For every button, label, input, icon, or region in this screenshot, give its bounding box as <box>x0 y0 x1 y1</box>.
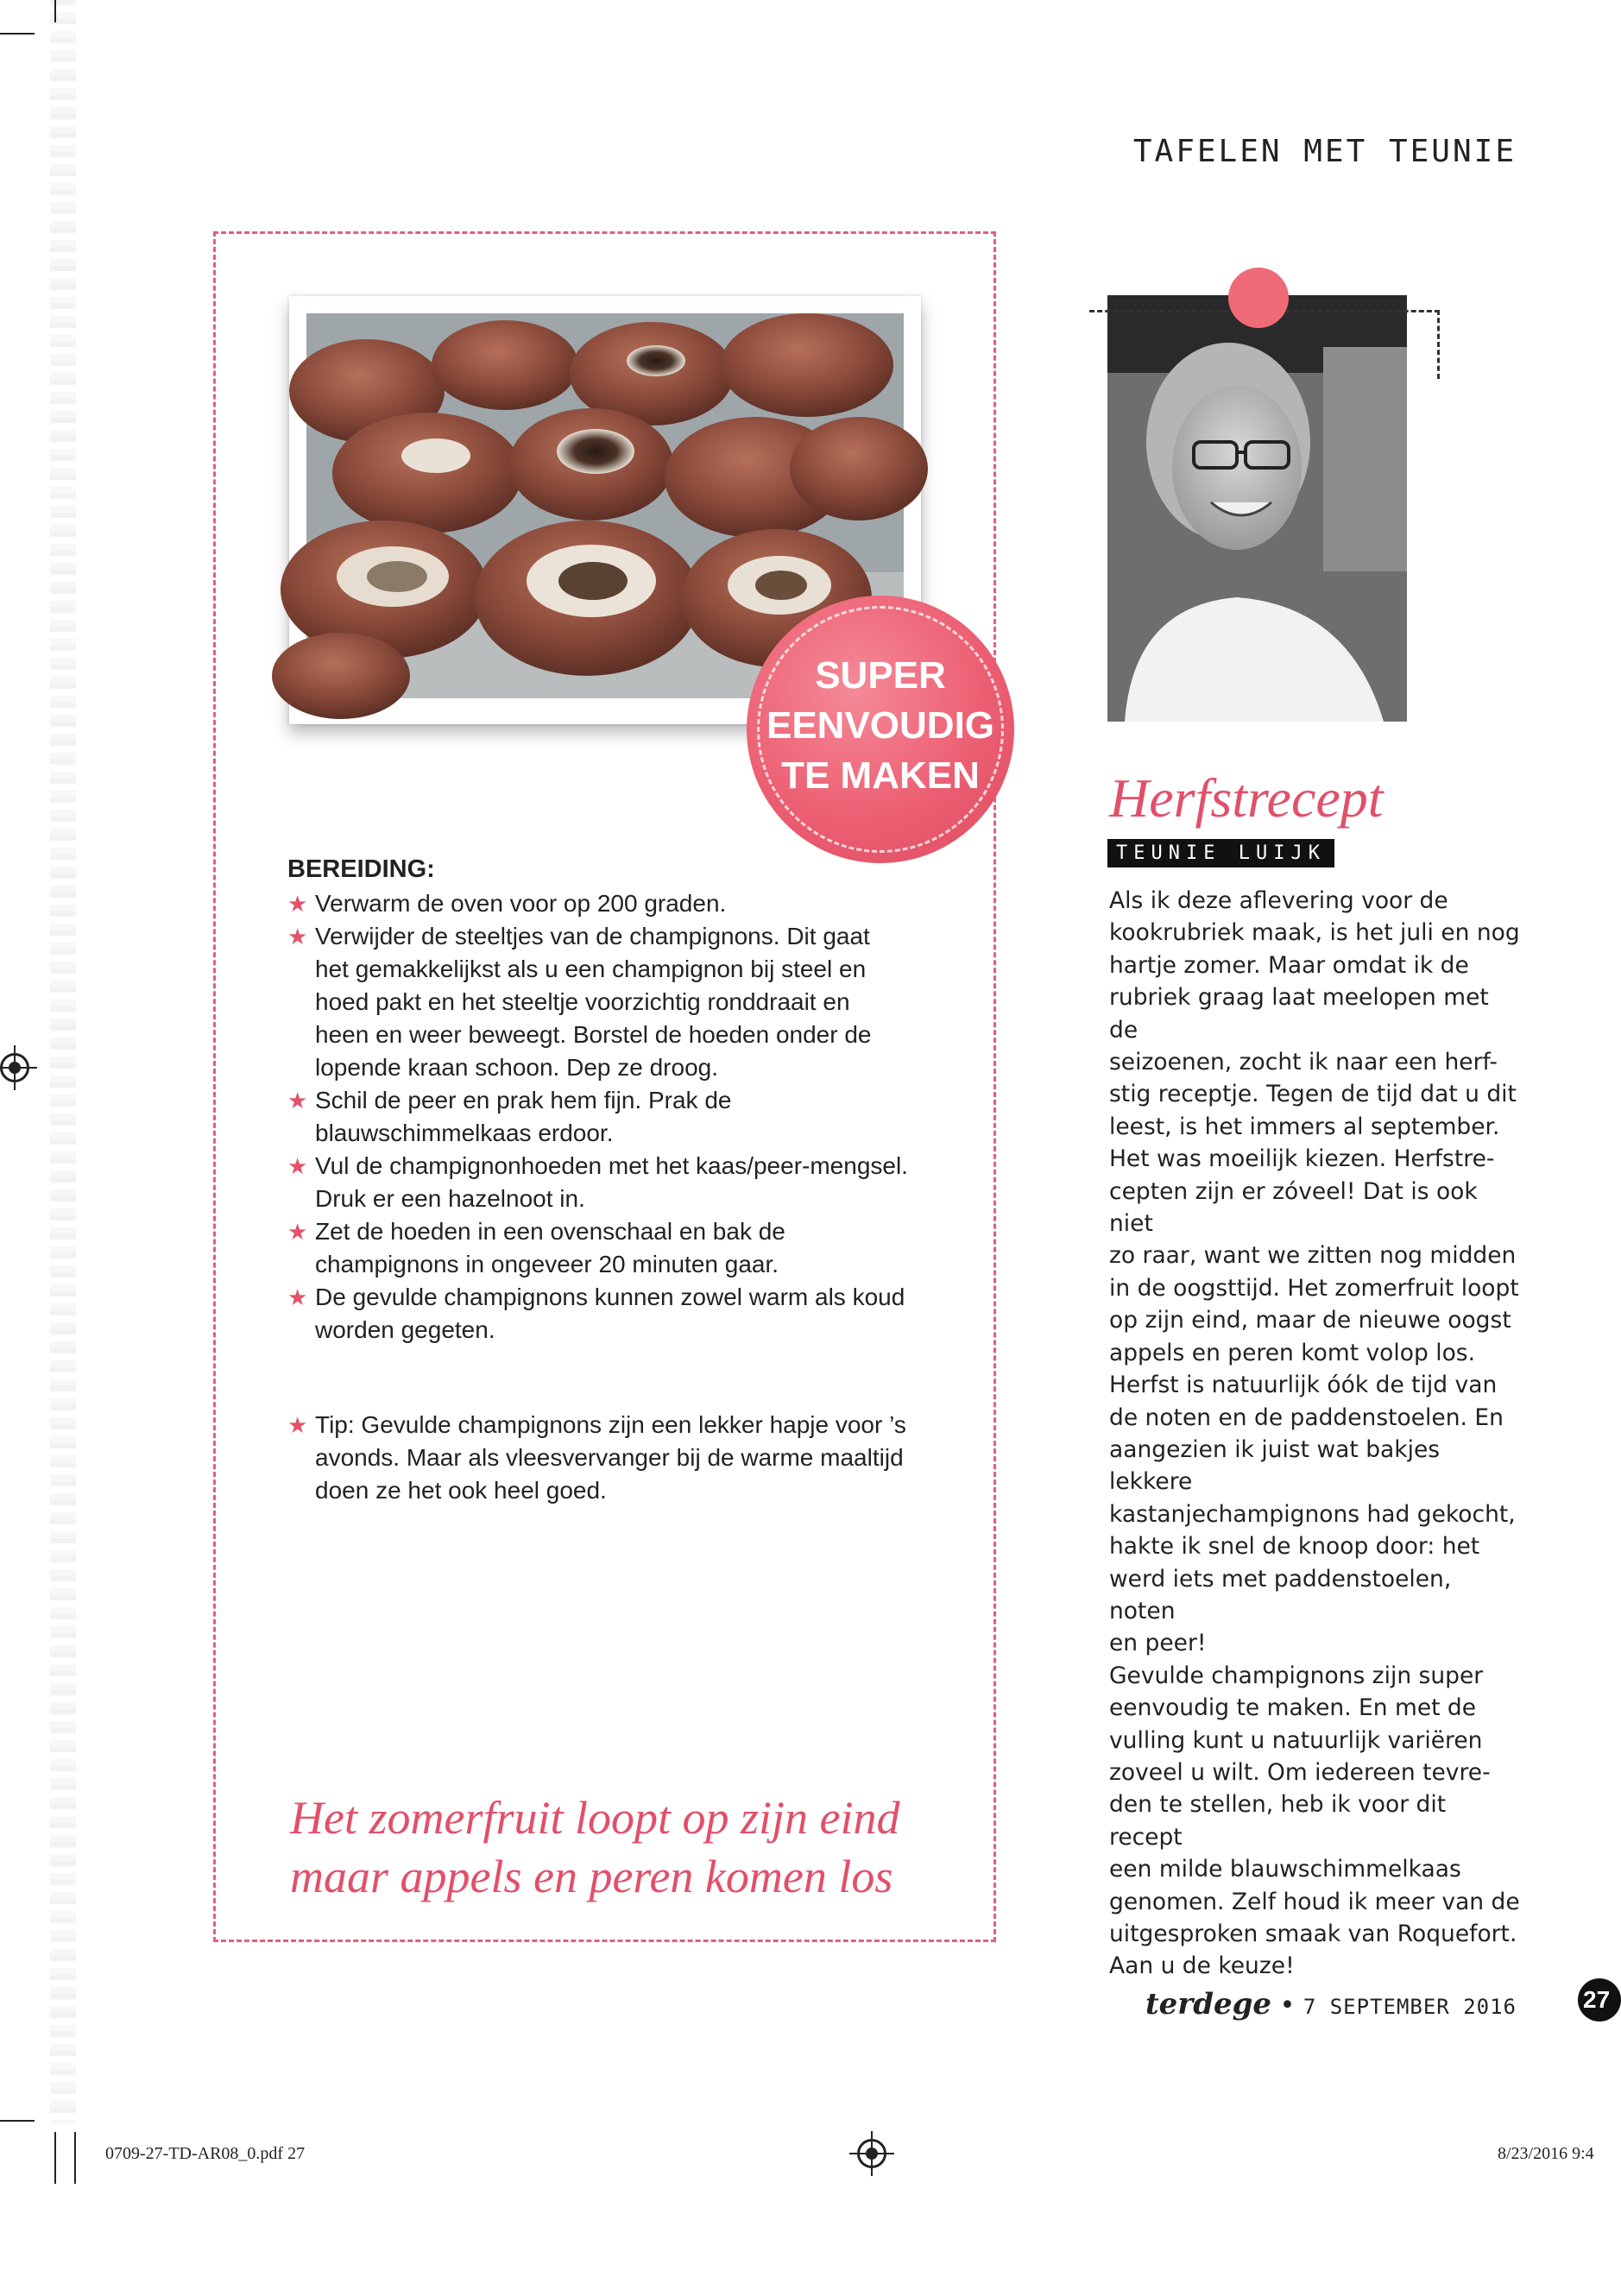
badge-line-3: TE MAKEN <box>781 754 980 797</box>
column-line: eenvoudig te maken. En met de <box>1109 1694 1477 1722</box>
column-line: Gevulde champignons zijn super <box>1109 1662 1484 1689</box>
column-line: kookrubriek maak, is het juli en nog <box>1109 919 1520 947</box>
crop-mark-bottom-left-h <box>0 2120 35 2122</box>
step-line: De gevulde champignons kunnen zowel warm als koud <box>315 1284 905 1310</box>
column-line: uitgesproken smaak van Roquefort. <box>1109 1921 1517 1947</box>
column-line: Als ik deze aflevering voor de <box>1109 887 1448 914</box>
column-line: aangezien ik juist wat bakjes lekkere <box>1109 1435 1441 1496</box>
step-line: het gemakkelijkst als u een champignon bij steel en <box>315 956 867 982</box>
step-line: lopende kraan schoon. Dep ze droog. <box>315 1054 718 1081</box>
badge-line-2: EENVOUDIG <box>766 704 995 747</box>
recipe-step-5 <box>287 1215 943 1281</box>
star-bullet-icon: ★ <box>287 1412 308 1438</box>
author-portrait <box>1107 295 1407 722</box>
issue-date: 7 SEPTEMBER 2016 <box>1302 1995 1517 2019</box>
page-number: 27 <box>1578 1978 1621 2022</box>
column-line: rubriek graag laat meelopen met de <box>1109 984 1489 1044</box>
author-name-tag: TEUNIE LUIJK <box>1107 839 1334 867</box>
column-line: de noten en de paddenstoelen. En <box>1109 1403 1504 1431</box>
column-line: in de oogsttijd. Het zomerfruit loopt <box>1109 1274 1519 1302</box>
step-line: champignons in ongeveer 20 minuten gaar. <box>315 1251 779 1277</box>
step-line: heen en weer beweegt. Borstel de hoeden onder de <box>315 1021 872 1048</box>
tip-line: avonds. Maar als vleesvervanger bij de warme maaltijd <box>315 1444 904 1471</box>
decorative-thread-down <box>1437 310 1440 379</box>
badge-line-1: SUPER <box>815 654 946 697</box>
column-line: appels en peren komt volop los. <box>1109 1339 1476 1366</box>
star-bullet-icon: ★ <box>287 924 308 949</box>
margin-texture <box>50 0 76 2123</box>
star-bullet-icon: ★ <box>287 1088 308 1113</box>
column-line: cepten zijn er zóveel! Dat is ook niet <box>1109 1177 1478 1238</box>
step-line: Zet de hoeden in een ovenschaal en bak de <box>315 1218 785 1245</box>
step-line: Vul de champignonhoeden met het kaas/peer-mengsel. <box>315 1152 908 1179</box>
registration-mark-left <box>0 1053 29 1082</box>
column-line: leest, is het immers al september. <box>1109 1113 1500 1140</box>
column-line: stig receptje. Tegen de tijd dat u dit <box>1109 1081 1517 1108</box>
crop-mark-bottom-left-v <box>54 2132 56 2184</box>
column-line: genomen. Zelf houd ik meer van de <box>1109 1888 1520 1915</box>
column-title: Herfstrecept <box>1109 767 1384 829</box>
page-footer <box>1145 1987 1517 2022</box>
column-line: hakte ik snel de knoop door: het <box>1109 1533 1480 1561</box>
step-line: Schil de peer en prak hem fijn. Prak de <box>315 1087 732 1113</box>
recipe-step-4 <box>287 1150 943 1215</box>
tip-line: doen ze het ook heel goed. <box>315 1477 607 1504</box>
recipe-preparation <box>287 853 943 1507</box>
print-slug-timestamp: 8/23/2016 9:4 <box>1498 2144 1594 2163</box>
column-line: werd iets met paddenstoelen, noten <box>1109 1565 1452 1624</box>
magazine-brand: terdege <box>1145 1987 1272 2022</box>
registration-mark-bottom <box>857 2139 886 2168</box>
column-line: Aan u de keuze! <box>1109 1952 1295 1980</box>
pull-quote <box>290 1788 981 1906</box>
column-line: Herfst is natuurlijk óók de tijd van <box>1109 1372 1498 1399</box>
step-line: worden gegeten. <box>315 1316 495 1343</box>
recipe-step-6 <box>287 1281 943 1347</box>
quote-line: maar appels en peren komen los <box>290 1851 893 1902</box>
tip-line: Tip: Gevulde champignons zijn een lekker hapje voor ’s <box>315 1411 906 1438</box>
column-line: zo raar, want we zitten nog midden <box>1109 1242 1517 1270</box>
step-line: Verwarm de oven voor op 200 graden. <box>315 890 727 917</box>
column-line: den te stellen, heb ik voor dit recept <box>1109 1791 1447 1851</box>
recipe-tip <box>287 1409 943 1507</box>
column-line: op zijn eind, maar de nieuwe oogst <box>1109 1307 1511 1334</box>
star-bullet-icon: ★ <box>287 891 308 917</box>
column-line: Het was moeilijk kiezen. Herfstre- <box>1109 1145 1495 1173</box>
recipe-step-2 <box>287 920 943 1084</box>
print-slug-file: 0709-27-TD-AR08_0.pdf 27 <box>105 2144 306 2163</box>
portrait-illustration <box>1107 295 1407 722</box>
column-line: kastanjechampignons had gekocht, <box>1109 1500 1516 1528</box>
step-line: blauwschimmelkaas erdoor. <box>315 1120 614 1146</box>
column-line: hartje zomer. Maar omdat ik de <box>1109 951 1469 979</box>
step-line: hoed pakt en het steeltje voorzichtig ronddraait en <box>315 988 850 1015</box>
column-line: en peer! <box>1109 1630 1207 1657</box>
star-bullet-icon: ★ <box>287 1153 308 1179</box>
recipe-heading: BEREIDING: <box>287 855 435 883</box>
recipe-step-1 <box>287 887 943 920</box>
column-line: een milde blauwschimmelkaas <box>1109 1856 1461 1883</box>
column-line: zoveel u wilt. Om iedereen tevre- <box>1109 1758 1491 1786</box>
column-line: vulling kunt u natuurlijk variëren <box>1109 1726 1483 1754</box>
crop-mark-top-left-h <box>0 33 35 35</box>
pink-pin-dot <box>1228 268 1289 328</box>
super-eenvoudig-badge <box>747 596 1014 863</box>
star-bullet-icon: ★ <box>287 1284 308 1310</box>
step-line: Verwijder de steeltjes van de champignons. Dit gaat <box>315 923 870 949</box>
step-line: Druk er een hazelnoot in. <box>315 1185 585 1212</box>
footer-separator: • <box>1279 1990 1296 2021</box>
section-title: TAFELEN MET TEUNIE <box>1132 134 1517 169</box>
crop-mark-bottom-left-v2 <box>74 2132 76 2184</box>
recipe-step-3 <box>287 1084 943 1150</box>
quote-line: Het zomerfruit loopt op zijn eind <box>290 1792 900 1844</box>
star-bullet-icon: ★ <box>287 1219 308 1245</box>
column-body <box>1109 885 1523 1983</box>
column-line: seizoenen, zocht ik naar een herf- <box>1109 1049 1498 1076</box>
